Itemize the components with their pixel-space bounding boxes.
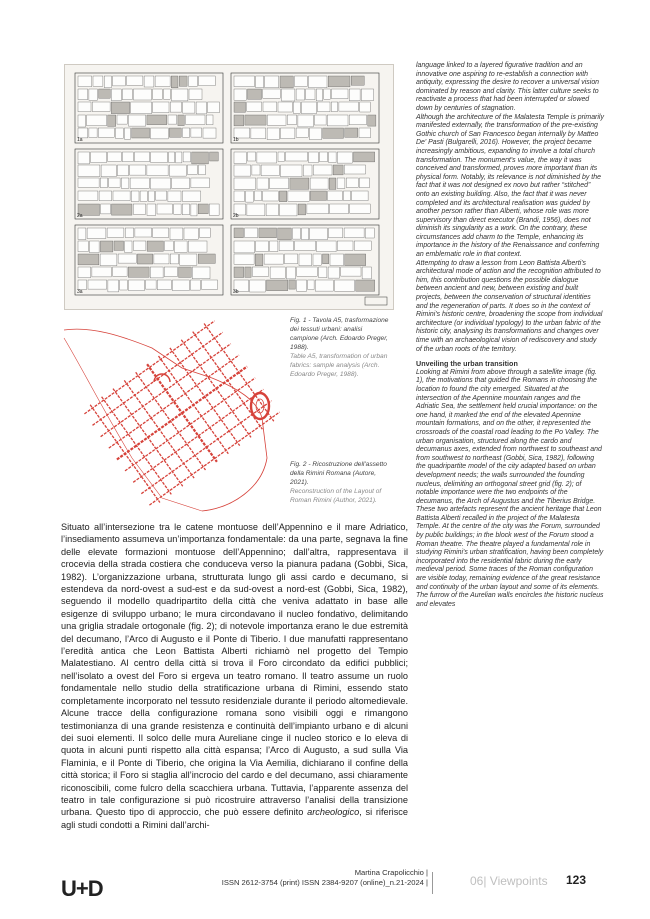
figure-1-drawing xyxy=(65,65,393,309)
panel-label-3a: 3a xyxy=(77,289,83,295)
left-text-emphasis: archeologico xyxy=(307,807,360,818)
page-number: 123 xyxy=(566,873,587,887)
right-paragraph-2: Although the architecture of the Malatesta Temple is primarily manifested externally, the transformation of the pre-existing Gothic church of San Francesco began internally by Matteo De' Pasti (Bulgarelli, 2016). However, the project became increasingly ambitious, expanding to involve a total church transformation. The monument's value, the way it was conceived and transformed, proves more important than its physical form. Notably, its relevance is not diminished by the fact that it was not designed ex novo but rather “stitched” onto an existing building. Also, the fact that it was never completed and its architectural realisation was guided by another person rather than Alberti, whose role was more supervisory than direct executor (Brandi, 1956), does not diminish its singularity as a work. On the contrary, these circumstances add charm to the Temple, enhancing its importance in the history of the Renaissance and conferring an emblematic role in that context. xyxy=(416,113,604,259)
figure-2-drawing xyxy=(62,308,292,513)
figure-1-caption-it: Fig. 1 - Tavola A5, trasformazione dei tessuti urbani: analisi campione (Arch. Edoardo Preger, 1988). xyxy=(290,317,389,351)
figure-1-caption xyxy=(290,316,390,379)
panel-label-3b: 3b xyxy=(233,289,239,295)
left-column-italian-text xyxy=(61,521,408,831)
figure-2-caption-it: Fig. 2 - Ricostruzione dell'assetto della Rimini Romana (Autore, 2021). xyxy=(290,461,387,486)
footer-meta xyxy=(170,868,428,888)
right-paragraph-3: Attempting to draw a lesson from Leon Battista Alberti's architectural mode of action and the recognition attributed to him, this contribution questions the possible dialogue between ancient and new, between existing and built projects, between the conservation of structural identities and the regeneration of parts. It does so in the context of Rimini's historic centre, broadening the scope from individual architecture (or individual typology) to the urban fabric of the historic city, analysing its transformations and changes over time with an archaeological vision of rediscovery and study of the urban roots of the territory. xyxy=(416,259,603,353)
left-text-after: , si riferisce agli studi condotti a Rimini dall’archi- xyxy=(61,807,408,830)
figure-1-urban-fabric-tables xyxy=(64,64,394,310)
figure-1-caption-en: Table A5, transformation of urban fabrics: sample analysis (Arch. Edoardo Preger, 1988). xyxy=(290,353,388,378)
panel-label-1a: 1a xyxy=(77,137,83,143)
section-heading: Unveiling the urban transition xyxy=(416,359,518,369)
footer-issn: ISSN 2612-3754 (print) ISSN 2384-9207 (online)_n.21-2024 | xyxy=(221,878,428,887)
footer-separator xyxy=(432,872,433,894)
figure-2-caption-en: Reconstruction of the Layout of Roman Rimini (Author, 2021). xyxy=(290,488,382,504)
figure-2-roman-rimini-map xyxy=(62,308,292,513)
panel-label-1b: 1b xyxy=(233,137,239,143)
right-paragraph-4: Looking at Rimini from above through a satellite image (fig. 1), the motivations that guided the Romans in choosing the location to found the city emerged. Situated at the intersection of the Apennine mountain ranges and the Adriatic Sea, the settlement held crucial importance: on the one hand, it marked the end of the elevated Apennine mountain formations, and on the other, it represented the crossroads of the coastal road leading to the Po Valley. The urban organisation, structured along the cardo and decumanus axes, extended from northwest to southeast and from southwest to northeast (Gobbi, Sica, 1982), following the quadripartite model of the city adapted based on urban development needs; the walls surrounded the founding nucleus, delimiting an orthogonal street grid (fig. 2); of notable importance were the two endpoints of the decumanus, the Arch of Augustus and the Tiberius Bridge. These two artefacts represent the ancient heritage that Leon Battista Alberti recalled in the project of the Malatesta Temple. At the centre of the city was the Forum, surrounded by public buildings; in the block west of the Forum stood a Roman theatre. The theatre played a fundamental role in studying Rimini's urban stratification, having been completely incorporated into the residential fabric during the early medieval period. Some traces of the Roman configuration are visible today, remaining evidence of the great resistance and continuity of the urban layout and some of its elements. The furrow of the Aurelian walls encircles the historic nucleus and elevates xyxy=(416,368,604,608)
left-text-before: Situato all’intersezione tra le catene montuose dell’Appennino e il mare Adriatico, l’insediamento assumeva un’importanza fondamentale: da una parte, segnava la fine delle elevate formazioni montuose dell’Appennino; dall’altra, rappresentava il crocevia della strada costiera che conduceva verso la pianura padana (Gobbi, Sica, 1982). L’organizzazione urbana, strutturata lungo gli assi cardo e decumano, si estendeva da nord-ovest a sud-est e da sud-ovest a nord-est (Gobbi, Sica, 1982), seguendo il modello quadripartito della città che veniva adattato in base alle esigenze di sviluppo urbano; le mura circondavano il nucleo fondativo, delimitando una griglia stradale ortogonale (fig. 2); di notevole importanza erano le due estremità del decumano, l’Arco di Augusto e il Ponte di Tiberio. I due manufatti rappresentano l’eredità antica che Leon Battista Alberti richiamò nel progetto del Tempio Malatestiano. Al centro della città si trova il Foro circondato da edifici pubblici; nell’isolato a ovest del Foro si ergeva un teatro romano. Il teatro assume un ruolo fondamentale nello studio della stratificazione urbana di Rimini, essendo stato completamente incorporato nel tessuto residenziale durante il periodo altomedievale. Alcune tracce della configurazione romana sono visibili oggi e rimangono testimonianza di una grande resistenza e continuità dell’impianto urbano e di alcuni dei suoi elementi. Il solco delle mura Aureliane cinge il nucleo storico e lo eleva di quota in alcuni punti rispetto alla città espansa; l’Arco di Augusto, a sud sulla Via Flaminia, e il Ponte di Tiberio, che origina la Via Aemilia, dichiarano il confine della città storica; il Foro si staglia all’incrocio del cardo e del decumano, assi chiaramente riconoscibili, come fulcro della scacchiera urbana. Tuttavia, l’apparente assenza del teatro in tale configurazione si può ricostruire attraverso l’analisi della transizione urbana. Questo tipo di approccio, che può essere definito xyxy=(61,522,408,818)
right-column-english-text xyxy=(416,62,604,609)
left-paragraph xyxy=(61,521,408,831)
figure-2-caption xyxy=(290,460,390,505)
footer-section-label: 06| Viewpoints xyxy=(470,874,548,888)
panel-label-2a: 2a xyxy=(77,213,83,219)
panel-label-2b: 2b xyxy=(233,213,239,219)
footer-author: Martina Crapolicchio | xyxy=(354,868,428,877)
journal-logo: U+D xyxy=(61,876,103,901)
right-paragraph-intro: language linked to a layered figurative tradition and an innovative one aspiring to re-establish a connection with antiquity, expressing the desire to recover a universal vision dominated by reason and clarity. This latter culture seeks to reactivate a process that had been interrupted or slowed down by centuries of stagnation. xyxy=(416,62,600,112)
